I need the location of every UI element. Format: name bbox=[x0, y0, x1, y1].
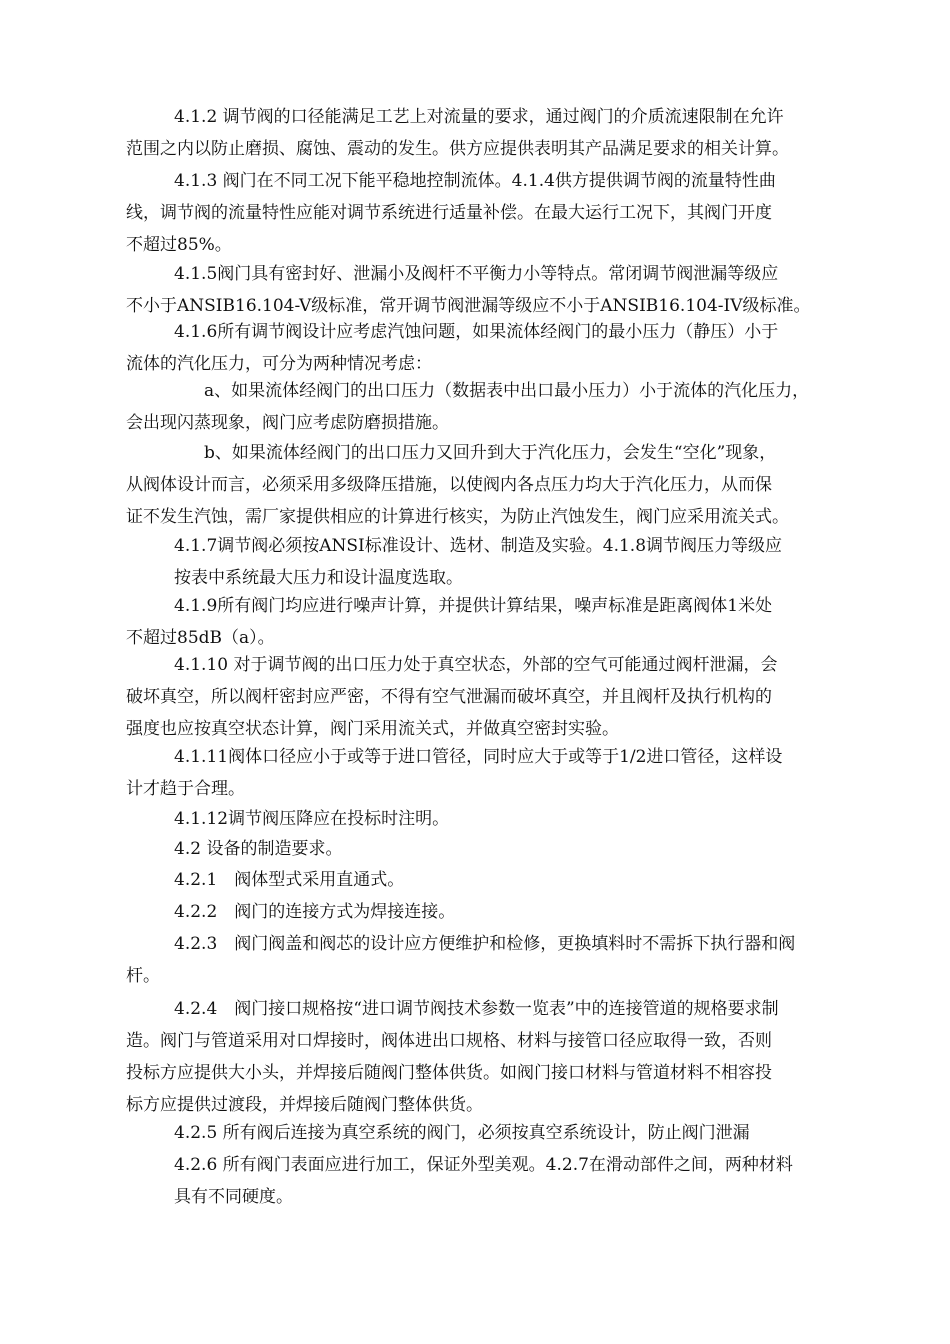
text-line: 4.1.5阀门具有密封好、泄漏小及阀杆不平衡力小等特点。常闭调节阀泄漏等级应 bbox=[174, 264, 779, 284]
paragraph-4-1-9 bbox=[126, 590, 868, 654]
paragraph-4-1-10 bbox=[126, 649, 868, 745]
paragraph-4-1-12 bbox=[126, 803, 868, 835]
text-line: 破坏真空，所以阀杆密封应严密，不得有空气泄漏而破坏真空，并且阀杆及执行机构的 bbox=[126, 687, 772, 707]
paragraph-4-1-2 bbox=[126, 101, 868, 165]
text-line: a、如果流体经阀门的出口压力（数据表中出口最小压力）小于流体的汽化压力， bbox=[204, 381, 810, 401]
paragraph-4-1-6-b bbox=[126, 437, 868, 533]
text-line: 不超过85dB（a）。 bbox=[126, 628, 275, 648]
paragraph-4-1-11 bbox=[126, 741, 868, 805]
text-line: 4.1.7调节阀必须按ANSI标准设计、选材、制造及实验。4.1.8调节阀压力等级应 bbox=[174, 536, 783, 556]
paragraph-4-2-3 bbox=[126, 928, 868, 992]
section-heading-4-2 bbox=[126, 833, 868, 865]
text-line: 4.2.4 阀门接口规格按“进口调节阀技术参数一览表”中的连接管道的规格要求制 bbox=[174, 999, 779, 1019]
paragraph-4-2-6 bbox=[126, 1149, 868, 1213]
text-line: 会出现闪蒸现象，阀门应考虑防磨损措施。 bbox=[126, 413, 449, 433]
text-line: 4.2 设备的制造要求。 bbox=[174, 839, 343, 859]
paragraph-4-2-4 bbox=[126, 993, 868, 1121]
text-line: 4.2.6 所有阀门表面应进行加工，保证外型美观。4.2.7在滑动部件之间，两种材料 bbox=[174, 1155, 793, 1175]
paragraph-4-2-2 bbox=[126, 896, 868, 928]
text-line: 4.2.2 阀门的连接方式为焊接连接。 bbox=[174, 902, 456, 922]
text-line: 造。阀门与管道采用对口焊接时，阀体进出口规格、材料与接管口径应取得一致，否则 bbox=[126, 1031, 772, 1051]
text-line: 强度也应按真空状态计算，阀门采用流关式，并做真空密封实验。 bbox=[126, 719, 619, 739]
text-line: 4.1.11阀体口径应小于或等于进口管径，同时应大于或等于1/2进口管径，这样设 bbox=[174, 747, 783, 767]
paragraph-4-1-7 bbox=[126, 530, 868, 594]
text-line: b、如果流体经阀门的出口压力又回升到大于汽化压力，会发生“空化”现象， bbox=[204, 443, 777, 463]
text-line: 杆。 bbox=[126, 966, 160, 986]
text-line: 不超过85%。 bbox=[126, 235, 232, 255]
text-line: 线，调节阀的流量特性应能对调节系统进行适量补偿。在最大运行工况下，其阀门开度 bbox=[126, 203, 772, 223]
paragraph-4-1-6 bbox=[126, 316, 868, 380]
text-line: 计才趋于合理。 bbox=[126, 779, 245, 799]
text-line: 4.1.6所有调节阀设计应考虑汽蚀问题，如果流体经阀门的最小压力（静压）小于 bbox=[174, 322, 779, 342]
text-line: 投标方应提供大小头，并焊接后随阀门整体供货。如阀门接口材料与管道材料不相容投 bbox=[126, 1063, 772, 1083]
paragraph-4-1-6-a bbox=[126, 375, 868, 439]
text-line: 4.2.5 所有阀后连接为真空系统的阀门，必须按真空系统设计，防止阀门泄漏 bbox=[174, 1123, 750, 1143]
text-line: 证不发生汽蚀，需厂家提供相应的计算进行核实，为防止汽蚀发生，阀门应采用流关式。 bbox=[126, 507, 789, 527]
text-line: 从阀体设计而言，必须采用多级降压措施，以使阀内各点压力均大于汽化压力，从而保 bbox=[126, 475, 772, 495]
text-line: 4.1.2 调节阀的口径能满足工艺上对流量的要求，通过阀门的介质流速限制在允许 bbox=[174, 107, 784, 127]
text-line: 不小于ANSIB16.104-V级标准，常开调节阀泄漏等级应不小于ANSIB16.104-IV级标准。 bbox=[126, 296, 811, 316]
text-line: 4.1.12调节阀压降应在投标时注明。 bbox=[174, 809, 450, 829]
paragraph-4-1-5 bbox=[126, 258, 868, 322]
text-line: 流体的汽化压力，可分为两种情况考虑： bbox=[126, 354, 432, 374]
text-line: 4.2.3 阀门阀盖和阀芯的设计应方便维护和检修，更换填料时不需拆下执行器和阀 bbox=[174, 934, 796, 954]
text-line: 标方应提供过渡段，并焊接后随阀门整体供货。 bbox=[126, 1095, 483, 1115]
text-line: 4.2.1 阀体型式采用直通式。 bbox=[174, 870, 405, 890]
text-line: 具有不同硬度。 bbox=[174, 1187, 293, 1207]
paragraph-4-2-5 bbox=[126, 1117, 868, 1149]
text-line: 4.1.9所有阀门均应进行噪声计算，并提供计算结果，噪声标准是距离阀体1米处 bbox=[174, 596, 773, 616]
paragraph-4-1-3 bbox=[126, 165, 868, 261]
text-line: 4.1.10 对于调节阀的出口压力处于真空状态，外部的空气可能通过阀杆泄漏，会 bbox=[174, 655, 778, 675]
paragraph-4-2-1 bbox=[126, 864, 868, 896]
text-line: 4.1.3 阀门在不同工况下能平稳地控制流体。4.1.4供方提供调节阀的流量特性曲 bbox=[174, 171, 776, 191]
text-line: 按表中系统最大压力和设计温度选取。 bbox=[174, 568, 463, 588]
text-line: 范围之内以防止磨损、腐蚀、震动的发生。供方应提供表明其产品满足要求的相关计算。 bbox=[126, 139, 789, 159]
